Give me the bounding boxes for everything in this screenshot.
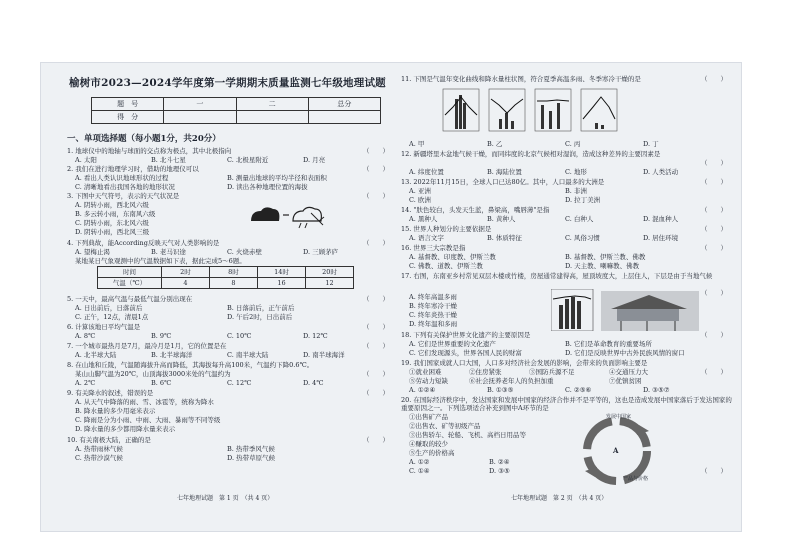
answer-blank: （ ） (363, 342, 389, 350)
section-heading: 一、单项选择题（每小题1分，共20分） (67, 134, 221, 144)
q10-options: A. 热带雨林气候 B. 热带季风气候 (75, 445, 275, 453)
q20-statement-1: ①出售矿产品 (409, 413, 448, 421)
q3-option-a: A. 阴转小雨，西北风六级 (75, 201, 149, 209)
question-19: 19. 我们国家成就人口大国，人口多对经济社会发展的影响，会带来的负面影响主要是 (401, 359, 648, 367)
q4-options: A. 望梅止渴 B. 老马识途 C. 火烧赤壁 D. 三顾茅庐 (75, 248, 339, 256)
q20-statement-3: ③出售轿车、轮船、飞机、高档日用品等 (409, 431, 526, 439)
q5-options: A. 日出前后，日落前后 B. 日落前后，正午前后 (75, 304, 295, 312)
table-cell: 20时 (306, 267, 354, 278)
q1-options: A. 太阳 B. 北斗七星 C. 北极星附近 D. 月亮 (75, 156, 326, 164)
q9-option-b: B. 降水量的多少用毫米表示 (75, 407, 156, 415)
q8-options: A. 2℃ B. 6℃ C. 12℃ D. 4℃ (75, 379, 324, 387)
page-footer: 七年地理试题 第 1 页 （共 4 页） (177, 495, 274, 502)
question-15: 15. 世界人种划分的主要依据是 (401, 225, 492, 233)
q18-options: A. 它们是世界重要的文化遗产 B. 它们是革命教育的重要场所 (409, 340, 652, 348)
question-3: 3. 下图中天气符号，表示的天气状况是 (67, 192, 180, 200)
q20-statement-2: ②出售农、矿等初级产品 (409, 422, 481, 430)
table-cell: 8时 (210, 267, 258, 278)
q13-options: A. 亚洲 B. 非洲 (409, 187, 587, 195)
q2-options: C. 清晰地看出我国各地的地形状况 D. 读出各种地理位置的海拔 (75, 183, 308, 191)
q20-choices: C. ①④ D. ③⑤ (409, 467, 510, 475)
answer-blank: （ ） (701, 289, 727, 297)
question-13: 13. 2022年11月15日，全球人口已达80亿。其中，人口最多的大洲是 (401, 178, 605, 186)
q3-option-b: B. 多云转小雨，东南风六级 (75, 210, 156, 218)
q19-statements: ①就业困难 ②住房紧张 ③国防兵源不足 ④交通压力大 (409, 368, 648, 376)
table-cell: 12 (306, 278, 354, 289)
question-20: 20. 在国际经济秩序中，发达国家和发展中国家的经济合作并不是平等的，这也是造成发展中国家落后于发达国家的重要原因之一。下列选项适合补充到图中A环节的是 (401, 396, 732, 413)
q9-option-d: D. 降水量的多少都用降水量来表示 (75, 425, 176, 433)
q20-statement-4: ④赚取的较少 (409, 440, 448, 448)
answer-blank: （ ） (363, 295, 389, 303)
table-cell: 气温（℃） (98, 278, 162, 289)
q17-option-b: B. 终年寒冷干燥 (409, 302, 457, 310)
question-14: 14. "肤色较白，头发天生蓝，鼻梁高，嘴唇薄"是指 (401, 206, 550, 214)
score-header-cell: 一 (164, 98, 236, 111)
answer-blank: （ ） (701, 225, 727, 233)
answer-blank: （ ） (363, 192, 389, 200)
question-1: 1. 地球仪中的地轴与球面的交点称为极点，其中北极指向 (67, 147, 232, 155)
answer-blank: （ ） (363, 389, 389, 397)
score-header-cell: 二 (236, 98, 308, 111)
exam-sheet (40, 62, 742, 532)
table-cell: 时间 (98, 267, 162, 278)
question-11: 11. 下图是气温年变化曲线和降水量柱状图，符合夏季高温多雨、冬季寒冷干燥的是 (401, 75, 641, 83)
q2-options: A. 看出人类认识地球形状的过程 B. 测量出地球的平均半径和表面积 (75, 174, 327, 182)
q12-options: A. 纬度位置 B. 海陆位置 C. 地形 D. 人类活动 (409, 168, 679, 176)
table-cell: 4 (162, 278, 210, 289)
question-18: 18. 下列有关保护世界文化遗产的主要原因是 (401, 331, 531, 339)
q16-options: C. 佛教、道教、伊斯兰教 D. 天主教、喇嘛教、佛教 (409, 262, 640, 270)
question-4-context: 某地某日气象观测中的气温数据如下表，据此完成5～6题。 (75, 257, 246, 265)
q19-choices: A. ①②④ B. ①③⑤ C. ②⑤⑥ D. ③⑤⑦ (409, 386, 670, 394)
table-cell: 2时 (162, 267, 210, 278)
cycle-label-a: A (613, 446, 619, 455)
question-8: 8. 在山地和丘陵，气温随海拔升高而降低，其海拔每升高100米，气温约下降0.6℃。 (67, 361, 314, 369)
score-header-cell: 总分 (308, 98, 380, 111)
answer-blank: （ ） (701, 244, 727, 252)
q20-choices: A. ①② B. ②④ (409, 458, 510, 466)
answer-blank: （ ） (701, 331, 727, 339)
page-footer: 七年地理试题 第 2 页 （共 4 页） (511, 495, 608, 502)
answer-blank: （ ） (363, 239, 389, 247)
score-table (91, 97, 381, 124)
score-cell (164, 111, 236, 124)
answer-blank: （ ） (363, 165, 389, 173)
question-7: 7. 一个城市最热月是7月，最冷月是1月，它的位置是在 (67, 342, 227, 350)
q14-options: A. 黑种人 B. 黄种人 C. 白种人 D. 混血种人 (409, 215, 679, 223)
cycle-label: 发展中国家 (606, 414, 632, 420)
question-16: 16. 世界三大宗教是指 (401, 244, 466, 252)
q17-option-c: C. 终年炎热干燥 (409, 311, 457, 319)
q18-options: C. 它们发现源头，世界各国人民的财富 D. 它们是反映世界中古外民族风情的窗口 (409, 349, 685, 357)
answer-blank: （ ） (363, 370, 389, 378)
q16-options: A. 基督教、印度教、伊斯兰教 B. 基督教、伊斯兰教、佛教 (409, 253, 646, 261)
q11-options: A. 甲 B. 乙 C. 丙 D. 丁 (409, 140, 659, 148)
q19-statements: ⑤劳动力短缺 ⑥社会抚养老年人的负担加重 ⑦优镇贫困 (409, 377, 642, 385)
temperature-table (97, 266, 354, 289)
answer-blank: （ ） (363, 323, 389, 331)
score-cell (236, 111, 308, 124)
q10-options: C. 热带沙漠气候 D. 热带草原气候 (75, 454, 276, 462)
answer-blank: （ ） (363, 147, 389, 155)
stilt-house-images (551, 289, 701, 331)
q3-option-d: D. 阴转小雨，西北风三级 (75, 228, 150, 236)
q3-option-c: C. 阴转小雨，东北风六级 (75, 219, 149, 227)
q6-options: A. 8℃ B. 9℃ C. 10℃ D. 12℃ (75, 332, 328, 340)
score-header-cell: 题 号 (92, 98, 164, 111)
q20-statement-5: ⑤生产的价格高 (409, 449, 455, 457)
q5-options: C. 正午，12点，清晨1点 D. 午后2时，日出前后 (75, 313, 293, 321)
score-cell (308, 111, 380, 124)
cycle-label: 产品与价格 (623, 476, 649, 482)
question-5: 5. 一天中，最高气温与最低气温分别出现在 (67, 295, 193, 303)
answer-blank: （ ） (701, 368, 727, 376)
answer-blank: （ ） (701, 206, 727, 214)
question-4: 4. 下列典故，能According反映天气对人类影响的是 (67, 239, 220, 247)
q15-options: A. 语言文字 B. 体质特征 C. 风俗习惯 D. 居住环境 (409, 234, 679, 242)
score-label-cell: 得 分 (92, 111, 164, 124)
weather-symbol-icon (245, 203, 325, 229)
question-12: 12. 新疆塔里木盆地气候干燥，而同纬度的北京气候相对湿润，造成这种差异的主要因素是 (401, 150, 661, 158)
q17-option-d: D. 终年温和多雨 (409, 320, 458, 328)
q17-option-a: A. 终年高温多雨 (409, 293, 457, 301)
question-8-continued: 某山山脚气温为20℃，山顶海拔3000米处的气温约为 (75, 370, 231, 378)
answer-blank: （ ） (701, 159, 727, 167)
question-10: 10. 有关南极大陆，正确的是 (67, 436, 151, 444)
question-6: 6. 计算该地日平均气温是 (67, 323, 141, 331)
question-2: 2. 我们在进行地理学习时，借助的地理仪可以 (67, 165, 199, 173)
question-9: 9. 有关降水的叙述，错误的是 (67, 389, 154, 397)
answer-blank: （ ） (701, 178, 727, 186)
question-17: 17. 右图，东南亚乡村常见双层木楼或竹楼，房屋通常建得高，屋顶坡度大，上层住人，下层是由于当地气候 (401, 272, 713, 280)
table-cell: 16 (258, 278, 306, 289)
answer-blank: （ ） (701, 75, 727, 83)
answer-blank: （ ） (701, 467, 727, 475)
table-cell: 8 (210, 278, 258, 289)
table-cell: 14时 (258, 267, 306, 278)
q7-options: A. 北半球大陆 B. 北半球海洋 C. 南半球大陆 D. 南半球海洋 (75, 351, 345, 359)
answer-blank: （ ） (363, 436, 389, 444)
exam-title: 榆树市2023—2024学年度第一学期期末质量监测七年级地理试题 (69, 77, 386, 89)
q13-options: C. 欧洲 D. 拉丁美洲 (409, 196, 601, 204)
q9-option-a: A. 从天气中降落的雨、雪、冰雹等，统称为降水 (75, 398, 214, 406)
climate-charts (441, 85, 621, 137)
q9-option-c: C. 降雨是分为小雨、中雨、大雨、暴雨等不同等级 (75, 416, 221, 424)
